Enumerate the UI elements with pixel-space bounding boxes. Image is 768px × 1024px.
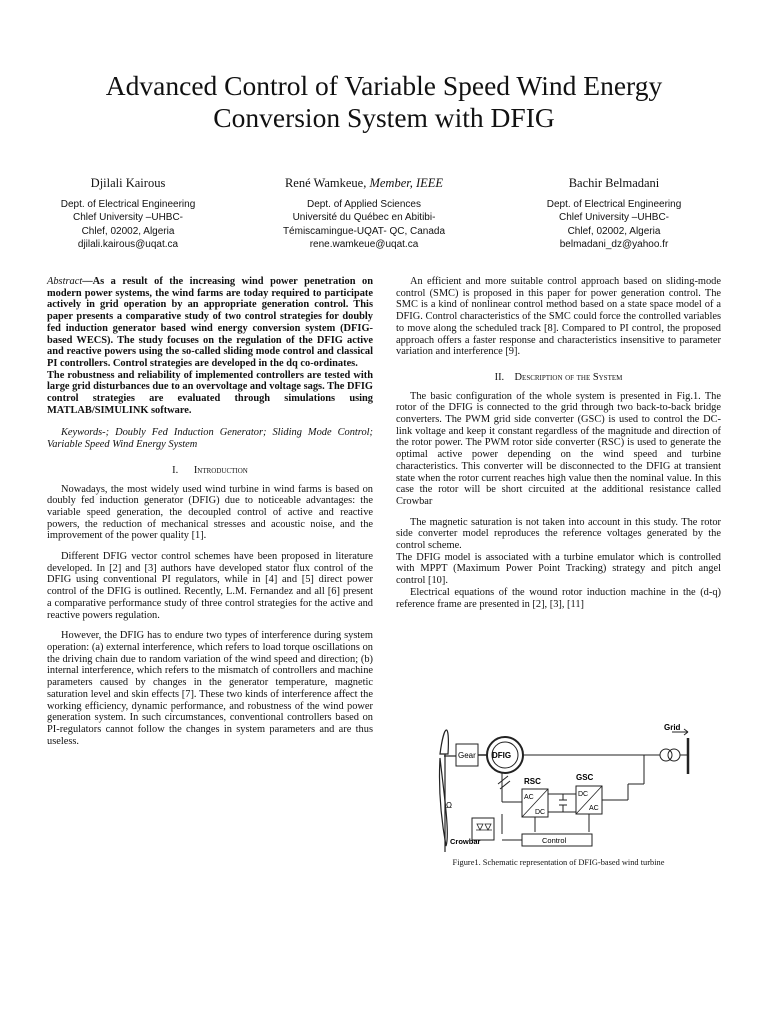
body-paragraph: An efficient and more suitable control approach based on sliding-mode control (SMC) is proposed in this paper for power generation control. The SMC is a kind of nonlinear control method based on a state space model of a DFIG. Control characteristics of the SMC could force the controlled variables to move along the scheduled track [8]. Compared to PI control, the proposed approach offers a faster response and characteristics insensitive to parameter variation and interference [9]. — [396, 276, 721, 358]
figure-caption: Figure1. Schematic representation of DFIG-based wind turbine — [452, 858, 665, 867]
abstract — [47, 276, 373, 370]
stator-connection — [523, 729, 688, 784]
paper-title — [20, 70, 748, 134]
abstract-text: —As a result of the increasing wind power penetration on modern power systems, the wind farms are today required to participate actively in grid operation by an appropriate generation control. This paper presents a comparative study of two control strategies for doubly fed induction generator based wind energy conversion system (DFIG-based WECS). The study focuses on the regulation of the DFIG active and reactive powers using the so-called sliding mode control and classical PI controllers. Control strategies are developed in the dq co-ordinates. — [47, 276, 373, 369]
dc-link — [548, 794, 576, 812]
author-email: belmadani_dz@yahoo.fr — [559, 238, 669, 250]
rsc-dc-label: DC — [535, 809, 546, 816]
author-block-2 — [254, 176, 474, 251]
right-column — [396, 276, 721, 610]
author-affiliation: Témiscamingue-UQAT- QC, Canada — [282, 225, 446, 237]
section-title: Description of the System — [514, 371, 623, 383]
rsc-ac-label: AC — [524, 794, 534, 801]
section-number: II. — [494, 371, 505, 383]
author-affiliation: Chlef, 02002, Algeria — [567, 225, 661, 237]
wind-turbine-icon — [439, 730, 456, 852]
author-block-1 — [18, 176, 238, 251]
body-paragraph: Electrical equations of the wound rotor induction machine in the (d-q) reference frame are presented in [2], [3], [11] — [396, 586, 721, 610]
author-name: Djilali Kairous — [90, 176, 166, 190]
left-column — [47, 276, 373, 747]
author-affiliation: Dept. of Applied Sciences — [307, 199, 421, 210]
author-affiliation: Chlef, 02002, Algeria — [81, 225, 175, 237]
rsc-label: RSC — [524, 777, 541, 786]
gsc-label: GSC — [576, 773, 594, 782]
body-paragraph: The DFIG model is associated with a turbine emulator which is controlled with MPPT (Maximum Power Point Tracking) strategy and pitch angel control [10]. — [396, 551, 721, 587]
section-number: I. — [172, 464, 179, 476]
section-heading-introduction — [47, 465, 373, 477]
author-affiliation: Chlef University –UHBC- — [72, 212, 184, 224]
author-name: René Wamkeue, — [284, 176, 367, 190]
author-email: djilali.kairous@uqat.ca — [77, 238, 179, 250]
author-email: rene.wamkeue@uqat.ca — [309, 238, 419, 250]
omega-label: Ω — [446, 801, 452, 810]
keywords: Keywords-; Doubly Fed Induction Generator; Sliding Mode Control; Variable Speed Wind Energy System — [47, 427, 373, 451]
gear-label: Gear — [458, 751, 476, 760]
grid-label: Grid — [664, 723, 681, 732]
body-paragraph: However, the DFIG has to endure two types of interference during system operation: (a) external interference, which refers to load torque oscillations on the driving chain due to random variation of the wind speed and direction; (b) internal interference, which refers to the mismatch of controllers and machine parameters caused by changes in the generator temperature, magnetic saturation level and skin effects [7]. These two kinds of interference affect the working efficiency, dynamic performance, and robustness of the wind power generation system. In such circumstances, conventional controllers based on PI-regulators cannot follow the changes in system parameters and are thus useless. — [47, 630, 373, 747]
author-affiliation: Université du Québec en Abitibi- — [292, 212, 436, 224]
dfig-schematic-figure — [416, 714, 716, 860]
dfig-label: DFIG — [492, 751, 512, 760]
author-name-line — [254, 176, 474, 191]
section-heading-description — [396, 372, 721, 384]
control-label: Control — [542, 836, 567, 845]
title-line-2: Conversion System with DFIG — [213, 102, 555, 133]
gsc-ac-label: AC — [589, 805, 599, 812]
body-paragraph: The basic configuration of the whole system is presented in Fig.1. The rotor of the DFIG is connected to the grid through two back-to-back bridge converters. The PWM grid side converter (GSC) is used to control the DC-link voltage and keep it constant regardless of the magnitude and direction of the rotor power. The PWM rotor side converter (RSC) is used to generate the optimal active power depending on the wind speed and turbine characteristics. This converter will be disconnected to the DFIG at transient state when the rotor current reaches high value then the nominal value. In this case the rotor will be short circuited at the additional resistance called Crowbar — [396, 390, 721, 507]
body-paragraph: Nowadays, the most widely used wind turbine in wind farms is based on doubly fed induction generator (DFIG) due to noticeable advantages: the variable speed generation, the decoupled control of active and reactive powers, the reduction of mechanical stresses and acoustic noise, and the improvement of the power quality [1]. — [47, 483, 373, 542]
body-paragraph: Different DFIG vector control schemes have been proposed in literature developed. In [2] and [3] authors have developed stator flux control of the DFIG using conventional PI regulators, while in [4] and [5] direct power control of the DFIG is outlined. Recently, L.M. Fernandez and all [6] present a comparative performance study of three control strategies for the active and reactive powers regulation. — [47, 551, 373, 621]
author-affiliation: Dept. of Electrical Engineering — [60, 199, 196, 210]
section-title: Introduction — [193, 464, 248, 476]
author-affiliation: Chlef University –UHBC- — [558, 212, 670, 224]
body-paragraph: The magnetic saturation is not taken into account in this study. The rotor side converter model reproduces the reference voltages generated by the control scheme. — [396, 516, 721, 552]
gsc-dc-label: DC — [578, 791, 589, 798]
author-name: Bachir Belmadani — [568, 176, 660, 190]
abstract-text-2: The robustness and reliability of implemented controllers are tested with large grid disturbances due to an overvoltage and voltage sags. The DFIG control strategies are evaluated through simulations using MATLAB/SIMULINK software. — [47, 369, 373, 416]
title-line-1: Advanced Control of Variable Speed Wind Energy — [105, 70, 663, 101]
author-block-3 — [504, 176, 724, 251]
author-affiliation: Dept. of Electrical Engineering — [546, 199, 682, 210]
abstract-label: Abstract — [47, 276, 83, 287]
crowbar-label: Crowbar — [450, 837, 481, 846]
author-role: Member, IEEE — [369, 176, 444, 190]
